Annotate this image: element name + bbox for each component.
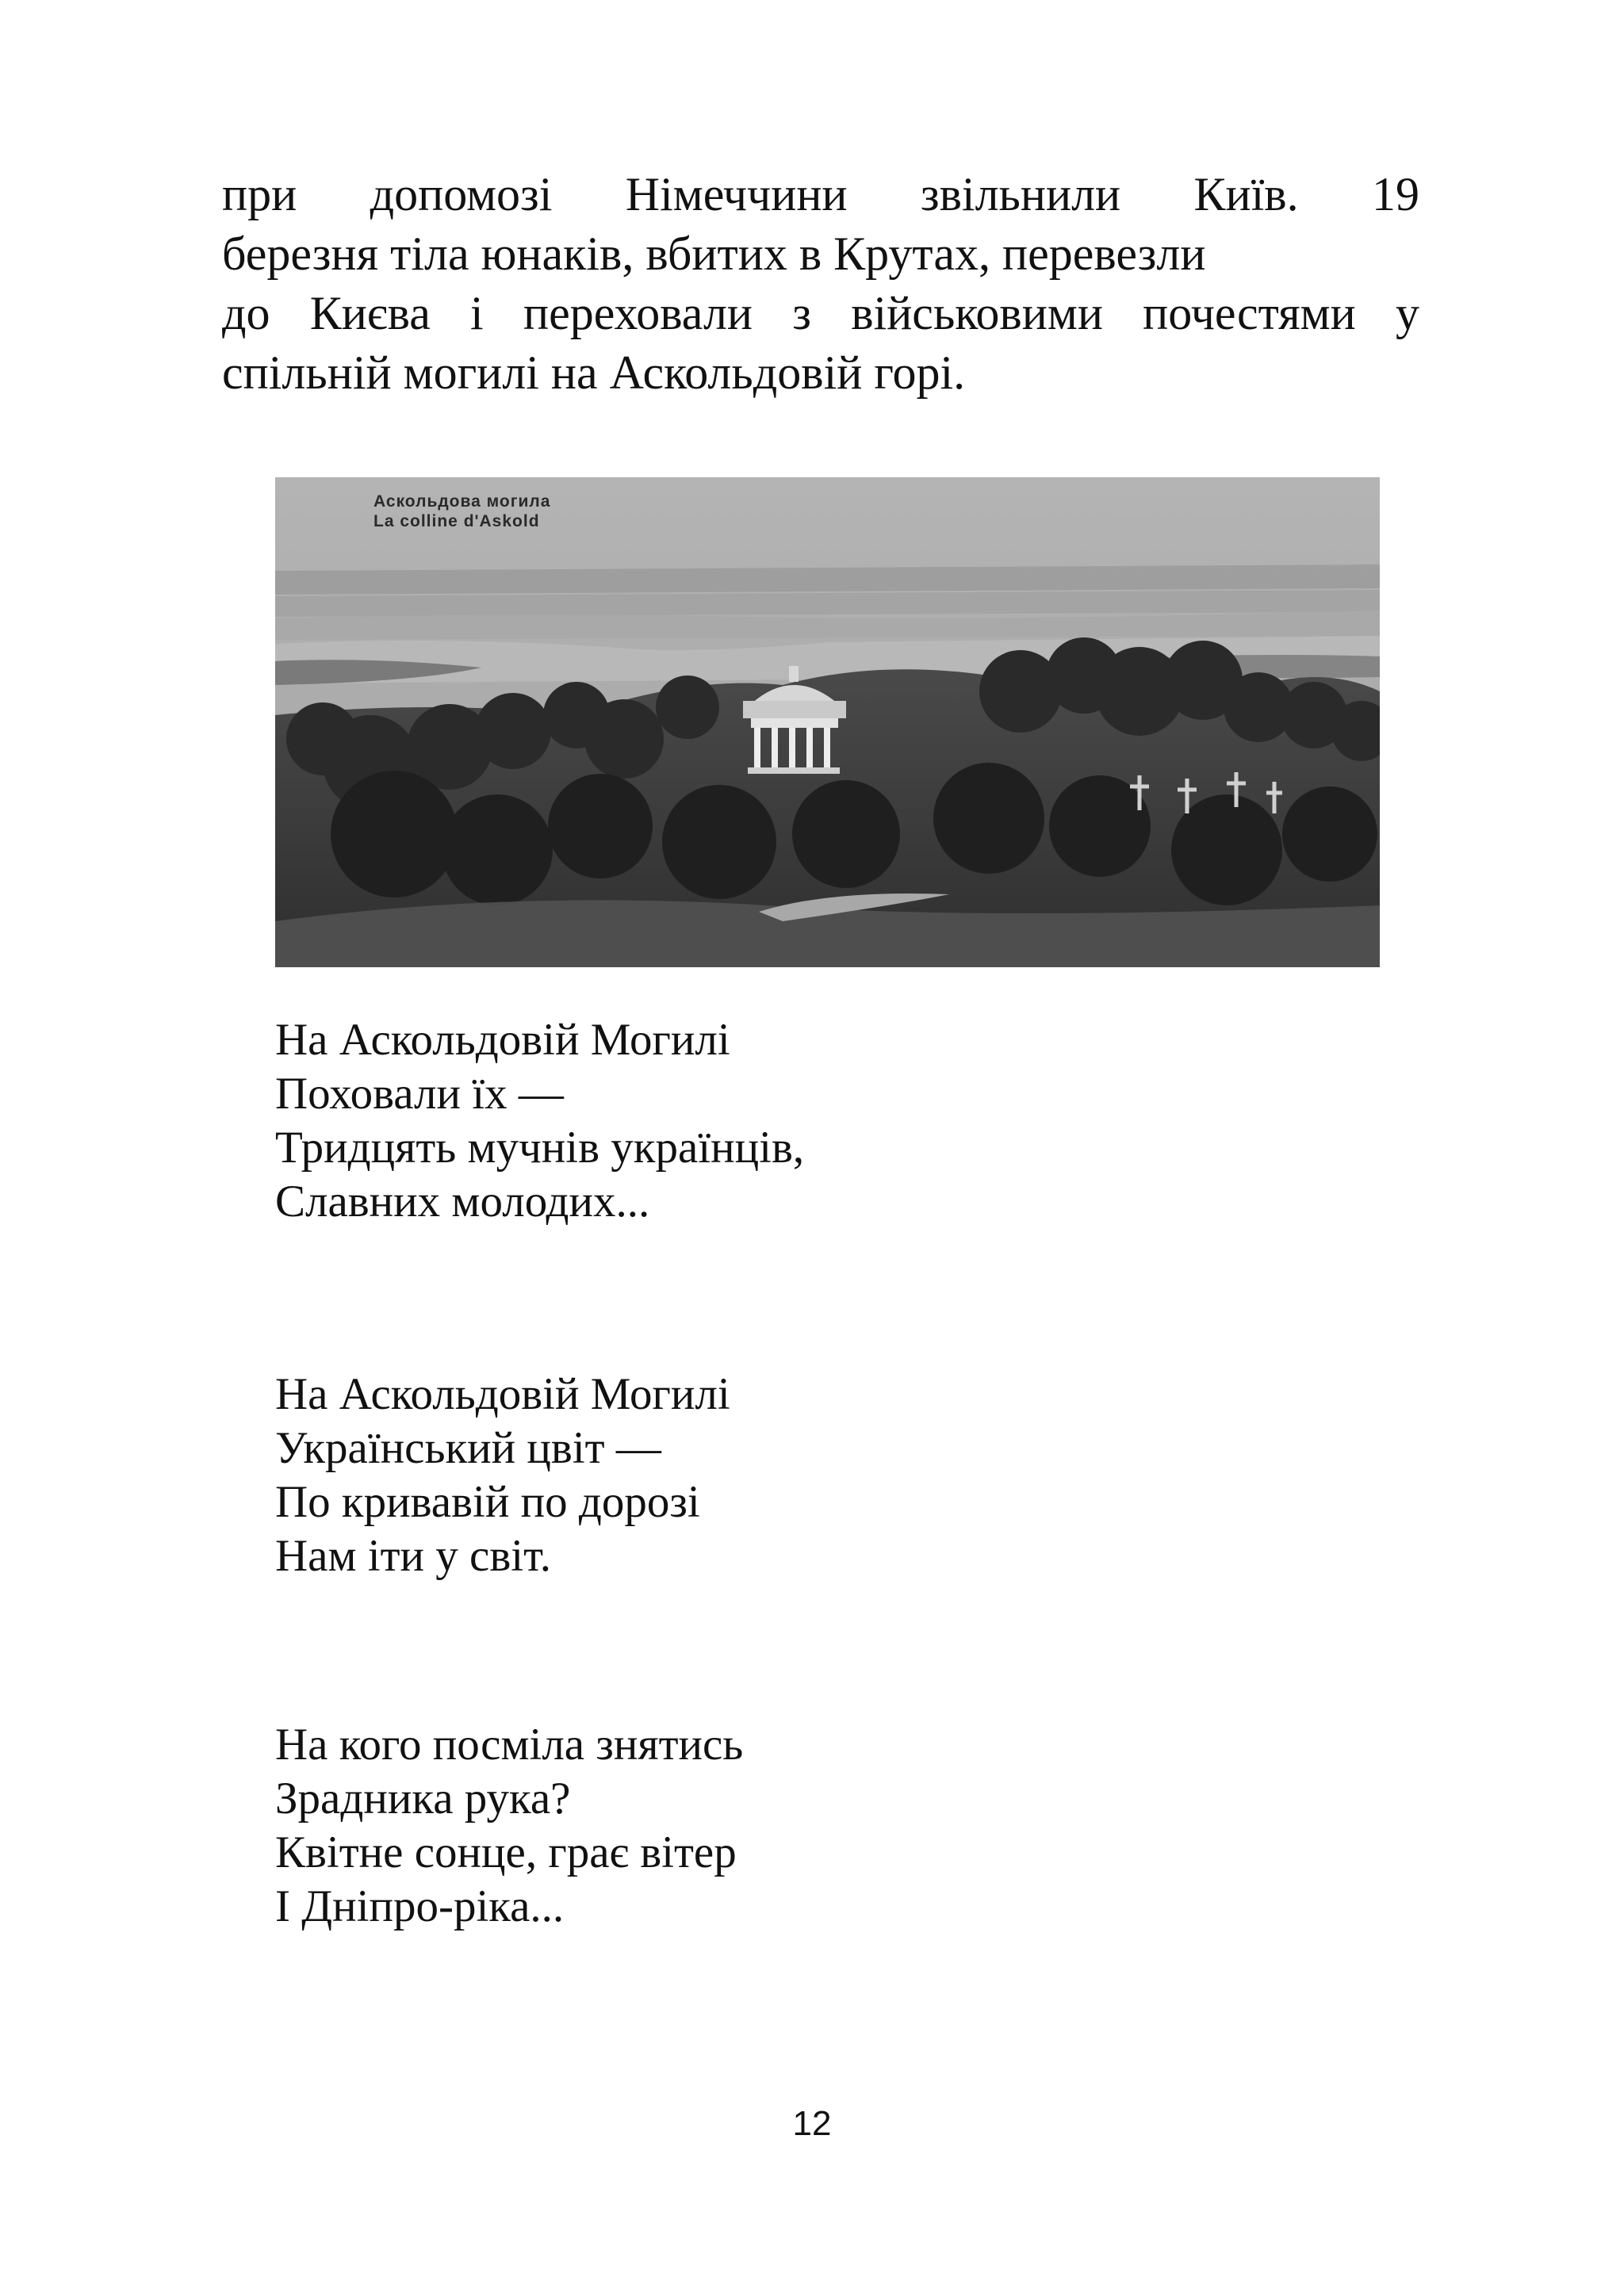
poem-line: На кого посміла знятись: [275, 1720, 744, 1770]
poem-line: По кривавій по дорозі: [275, 1477, 700, 1527]
poem-line: Тридцять мучнів українців,: [275, 1123, 805, 1173]
page-number: 12: [792, 2104, 832, 2143]
poem-line: На Аскольдовій Могилі: [275, 1015, 730, 1065]
poem-stanza: [275, 1718, 743, 1934]
intro-paragraph: [222, 165, 1419, 403]
poem-line: Поховали їх —: [275, 1069, 564, 1119]
poem-line: На Аскольдовій Могилі: [275, 1369, 730, 1419]
poem-line: Зрадника рука?: [275, 1774, 571, 1823]
paragraph-line: до Києва і переховали з військовими почестями у: [222, 287, 1419, 339]
paragraph-line: при допомозі Німеччини звільнили Київ. 19: [222, 168, 1419, 220]
paragraph-line: спільній могилі на Аскольдовій горі.: [222, 346, 966, 399]
poem-line: Нам іти у світ.: [275, 1531, 551, 1581]
poem-stanza: [275, 1013, 804, 1229]
askold-grave-photo: [275, 477, 1380, 967]
poem-line: І Дніпро-ріка...: [275, 1881, 565, 1931]
photo-caption-line: La colline d'Askold: [373, 512, 540, 530]
paragraph-line: березня тіла юнаків, вбитих в Крутах, перевезли: [222, 228, 1206, 280]
poem-line: Славних молодих...: [275, 1177, 650, 1226]
poem-line: Український цвіт —: [275, 1423, 661, 1473]
photo-caption: [373, 492, 550, 531]
photo-illustration: [275, 477, 1380, 967]
poem-stanza: [275, 1368, 730, 1583]
poem-line: Квітне сонце, грає вітер: [275, 1827, 737, 1877]
photo-caption-line: Аскольдова могила: [373, 492, 551, 511]
